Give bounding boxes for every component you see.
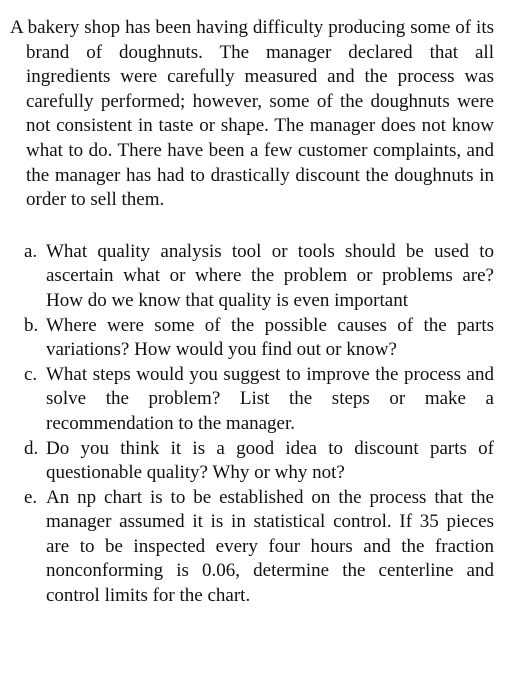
question-d-text: Do you think it is a good idea to discount parts of questionable quality? Why or why not? bbox=[46, 437, 494, 484]
question-list bbox=[10, 240, 494, 609]
question-b bbox=[10, 314, 494, 363]
problem-statement: A bakery shop has been having difficulty producing some of its brand of doughnuts. The manager declared that all ingredients were carefully measured and the process was carefully performed; however, some of the doughnuts were not consistent in taste or shape. The manager does not know what to do. There have been a few customer complaints, and the manager has had to drastically discount the doughnuts in order to sell them. bbox=[10, 17, 494, 211]
question-b-text: Where were some of the possible causes of the parts variations? How would you find out or know? bbox=[46, 314, 494, 361]
question-e-text: An np chart is to be established on the process that the manager assumed it is in statistical control. If 35 pieces are to be inspected every four hours and the fraction nonconforming is 0.06, determine the centerline and control limits for the chart. bbox=[46, 486, 494, 607]
question-c-text: What steps would you suggest to improve the process and solve the problem? List the steps or make a recommendation to the manager. bbox=[46, 363, 494, 434]
question-d-letter: d. bbox=[24, 437, 39, 459]
question-c bbox=[10, 363, 494, 437]
question-a-letter: a. bbox=[24, 240, 38, 262]
question-a bbox=[10, 240, 494, 314]
question-d bbox=[10, 437, 494, 486]
question-b-letter: b. bbox=[24, 314, 39, 336]
question-c-letter: c. bbox=[24, 363, 38, 385]
question-e-letter: e. bbox=[24, 486, 38, 508]
question-a-text: What quality analysis tool or tools should be used to ascertain what or where the problem or problems are? How do we know that quality is even important bbox=[46, 240, 494, 311]
question-e bbox=[10, 486, 494, 609]
